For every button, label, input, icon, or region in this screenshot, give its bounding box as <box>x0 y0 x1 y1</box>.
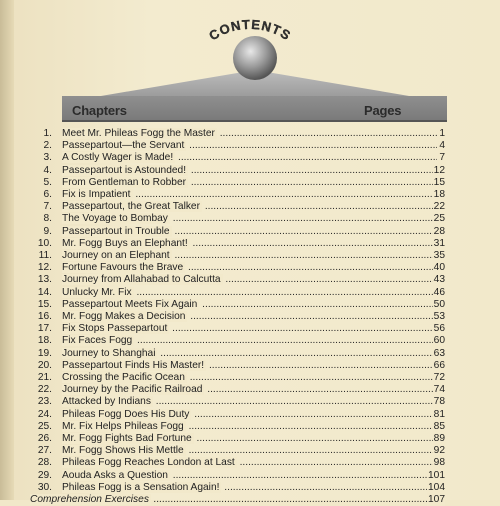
chapter-page-number: 12 <box>433 164 445 176</box>
chapter-number: 9. <box>43 225 52 237</box>
chapter-title: Journey from Allahabad to Calcutta ..... <box>62 273 437 286</box>
chapter-page-number: 56 <box>433 323 445 335</box>
chapter-number: 20. <box>37 359 52 371</box>
toc-entry <box>0 322 500 335</box>
chapter-page-number: 81 <box>433 408 445 420</box>
chapter-number: 19. <box>37 347 52 359</box>
chapter-title: Passepartout in Trouble ..... <box>62 225 437 238</box>
comprehension-page-number: 107 <box>428 494 445 505</box>
toc-entry <box>0 261 500 274</box>
chapter-number: 17. <box>37 323 52 335</box>
chapter-title: Phileas Fogg Does His Duty ..... <box>62 408 437 421</box>
chapter-title: Aouda Asks a Question ..... <box>62 469 437 482</box>
comprehension-title: Comprehension Exercises ..... <box>30 493 437 506</box>
chapter-number: 4. <box>43 164 52 176</box>
chapter-page-number: 46 <box>433 286 445 298</box>
toc-entry <box>0 444 500 457</box>
chapter-title: Passepartout Finds His Master! ..... <box>62 359 437 372</box>
chapter-page-number: 18 <box>433 189 445 200</box>
chapter-page-number: 104 <box>428 481 445 493</box>
chapter-page-number: 101 <box>428 469 445 481</box>
toc-entry <box>0 249 500 262</box>
chapter-number: 11. <box>38 250 52 261</box>
header-rule <box>62 120 447 122</box>
toc-entry <box>0 273 500 286</box>
toc-entry <box>0 188 500 201</box>
chapter-page-number: 35 <box>433 250 445 261</box>
toc-entry <box>0 286 500 299</box>
chapter-number: 2. <box>43 140 52 152</box>
toc-entry <box>0 432 500 445</box>
chapter-page-number: 85 <box>433 420 445 432</box>
chapter-title: Fortune Favours the Brave ..... <box>62 261 437 274</box>
chapter-page-number: 60 <box>433 335 445 347</box>
chapter-page-number: 7 <box>439 152 445 164</box>
chapter-number: 22. <box>37 384 52 396</box>
chapter-page-number: 25 <box>433 213 445 225</box>
chapter-number: 7. <box>43 201 52 213</box>
toc-entry <box>0 176 500 189</box>
chapter-title: Journey by the Pacific Railroad ..... <box>62 383 437 396</box>
chapter-page-number: 78 <box>433 396 445 408</box>
chapter-number: 1. <box>43 128 52 139</box>
chapter-page-number: 31 <box>433 237 445 249</box>
chapter-page-number: 98 <box>433 457 445 469</box>
chapter-number: 25. <box>37 420 52 432</box>
chapter-title: Mr. Fogg Buys an Elephant! ..... <box>62 237 437 250</box>
chapter-title: Unlucky Mr. Fix ..... <box>62 286 437 299</box>
toc-entry <box>0 200 500 213</box>
chapter-number: 10. <box>37 237 52 249</box>
toc-entry <box>0 408 500 421</box>
toc-entry <box>0 481 500 494</box>
chapter-title: From Gentleman to Robber ..... <box>62 176 437 189</box>
chapter-title: Attacked by Indians ..... <box>62 395 437 408</box>
toc-entry <box>0 310 500 323</box>
chapter-page-number: 50 <box>433 298 445 310</box>
chapter-title: Journey on an Elephant ..... <box>62 249 437 262</box>
toc-entry <box>0 347 500 360</box>
toc-entry <box>0 139 500 152</box>
chapter-page-number: 74 <box>433 384 445 396</box>
pages-heading: Pages <box>364 103 402 118</box>
chapter-page-number: 53 <box>433 311 445 322</box>
chapter-number: 13. <box>37 274 52 286</box>
chapter-number: 14. <box>37 286 52 298</box>
chapter-title: Fix Faces Fogg ..... <box>62 334 437 347</box>
emblem-title: CONTENTS <box>206 16 294 44</box>
chapter-title: Phileas Fogg is a Sensation Again! ..... <box>62 481 437 494</box>
chapter-title: Fix is Impatient ..... <box>62 188 437 201</box>
chapter-page-number: 89 <box>433 433 445 444</box>
chapter-title: Crossing the Pacific Ocean ..... <box>62 371 437 384</box>
chapter-title: Mr. Fogg Fights Bad Fortune ..... <box>62 432 437 445</box>
chapter-page-number: 92 <box>433 445 445 457</box>
chapter-number: 5. <box>43 176 52 188</box>
chapter-page-number: 63 <box>433 347 445 359</box>
chapter-title: Mr. Fix Helps Phileas Fogg ..... <box>62 420 437 433</box>
toc-entry <box>0 420 500 433</box>
toc-entry <box>0 359 500 372</box>
toc-entry <box>0 127 500 140</box>
chapter-page-number: 4 <box>439 140 445 152</box>
chapter-title: The Voyage to Bombay ..... <box>62 212 437 225</box>
chapter-number: 27. <box>37 445 52 457</box>
toc-entry <box>0 298 500 311</box>
chapter-title: Journey to Shanghai ..... <box>62 347 437 360</box>
toc-entry <box>0 371 500 384</box>
chapter-page-number: 28 <box>433 225 445 237</box>
chapter-page-number: 1 <box>439 128 445 139</box>
toc-entry <box>0 225 500 238</box>
toc-entry <box>0 151 500 164</box>
chapter-page-number: 15 <box>433 176 445 188</box>
chapter-title: Mr. Fogg Makes a Decision ..... <box>62 310 437 323</box>
chapter-number: 16. <box>37 311 52 322</box>
toc-entry <box>0 383 500 396</box>
chapter-page-number: 43 <box>433 274 445 286</box>
chapter-number: 21. <box>37 372 52 383</box>
chapter-title: Passepartout is Astounded! ..... <box>62 164 437 177</box>
chapter-number: 29. <box>37 469 52 481</box>
chapter-title: Passepartout, the Great Talker ..... <box>62 200 437 213</box>
chapter-number: 6. <box>43 189 52 200</box>
chapter-page-number: 72 <box>433 372 445 383</box>
chapter-number: 24. <box>37 408 52 420</box>
chapter-title: Mr. Fogg Shows His Mettle ..... <box>62 444 437 457</box>
chapter-number: 15. <box>37 298 52 310</box>
chapter-title: Passepartout—the Servant ..... <box>62 139 437 152</box>
toc-entry <box>0 395 500 408</box>
chapter-title: Phileas Fogg Reaches London at Last ..... <box>62 456 437 469</box>
chapter-number: 3. <box>43 152 52 164</box>
toc-entry <box>0 237 500 250</box>
chapters-heading: Chapters <box>72 103 127 118</box>
chapter-title: Fix Stops Passepartout ..... <box>62 322 437 335</box>
chapter-number: 28. <box>37 457 52 469</box>
emblem-sphere <box>233 36 277 80</box>
toc-entry <box>0 334 500 347</box>
chapter-title: Meet Mr. Phileas Fogg the Master ..... <box>62 127 437 140</box>
chapter-page-number: 40 <box>433 262 445 274</box>
chapter-title: A Costly Wager is Made! ..... <box>62 151 437 164</box>
toc-entry <box>0 456 500 469</box>
chapter-title: Passepartout Meets Fix Again ..... <box>62 298 437 311</box>
chapter-number: 12. <box>37 262 52 274</box>
toc-entry <box>0 469 500 482</box>
chapter-number: 8. <box>43 213 52 225</box>
chapter-page-number: 22 <box>433 201 445 213</box>
chapter-number: 18. <box>37 335 52 347</box>
chapter-number: 30. <box>37 481 52 493</box>
chapter-number: 26. <box>37 433 52 444</box>
toc-entry <box>0 164 500 177</box>
chapter-page-number: 66 <box>433 359 445 371</box>
toc-entry <box>0 212 500 225</box>
chapter-number: 23. <box>37 396 52 408</box>
